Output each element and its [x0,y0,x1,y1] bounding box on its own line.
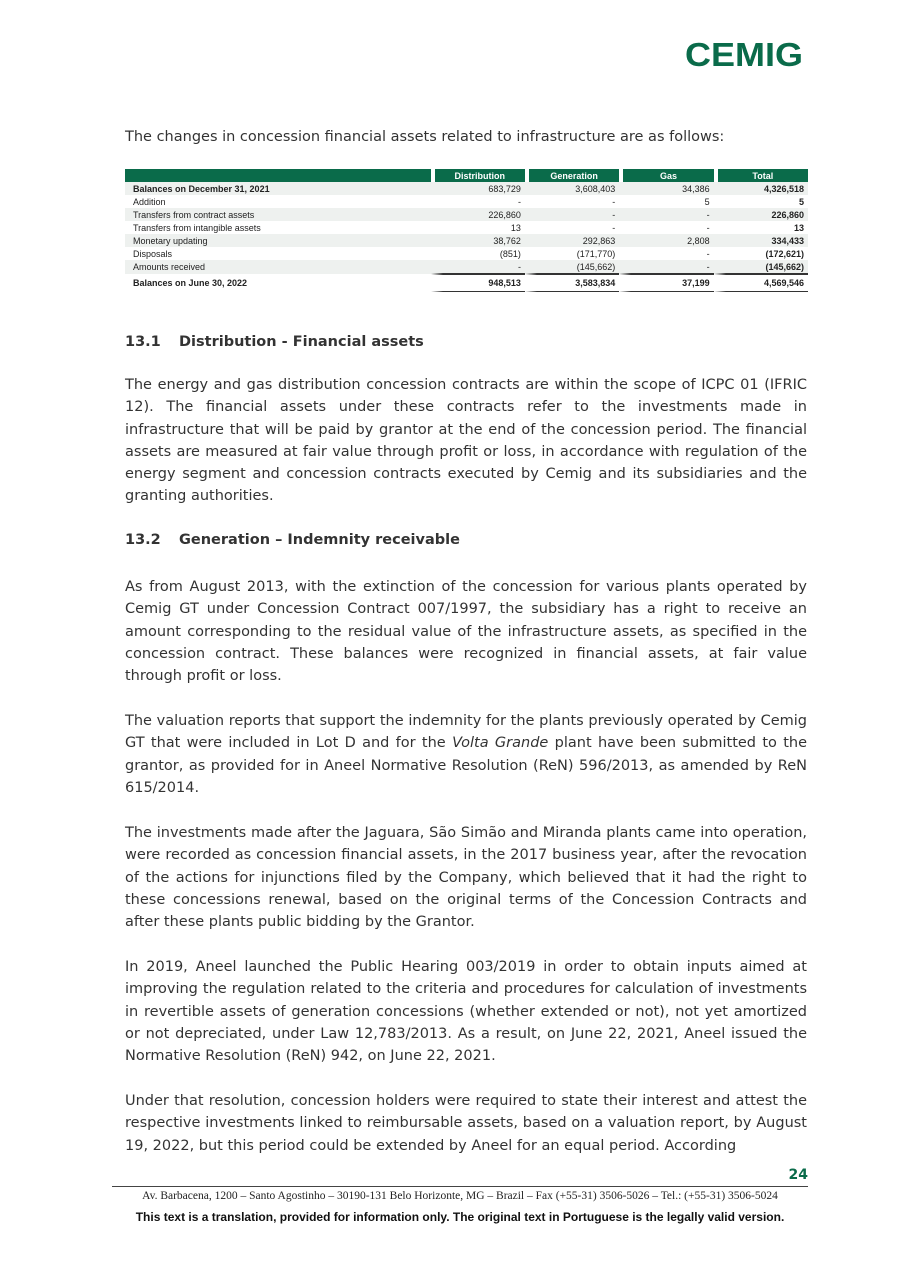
cell-generation: 292,863 [525,234,619,247]
column-header-label [125,169,431,182]
paragraph-investments: The investments made after the Jaguara, São Simão and Miranda plants came into operation, were recorded as concession financial assets, in the 2017 business year, after the revocation of the actions for injunctions filed by the Company, which believed that it had the right to these concessions renewal, based on the original terms of the Concession Contracts and after these plants public bidding by the Grantor. [125,825,807,931]
cell-total: 334,433 [714,234,808,247]
column-header-gas: Gas [619,169,713,182]
cell-total: 13 [793,222,804,233]
intro-text: The changes in concession financial assets related to infrastructure are as follows: [125,129,725,145]
cell-generation: - [612,222,616,233]
section-number: 13.2 [125,532,161,548]
footer-disclaimer: This text is a translation, provided for information only. The original text in Portuguese is the legally valid version. [135,1210,785,1224]
cell-gas: - [706,222,710,233]
row-label: Transfers from intangible assets [133,222,261,233]
text-run: The valuation reports that support the indemnity for the plants previously operated by Cemig GT that were included in Lot D and for the [125,713,807,752]
footer-address: Av. Barbacena, 1200 – Santo Agostinho – 30190-131 Belo Horizonte, MG – Brazil – Fax (+55-31) 3506-5026 – Tel.: (+55-31) 3506-5024 [142,1190,778,1202]
cell-distribution: 948,513 [431,274,525,292]
table-row [125,221,808,234]
plant-name-italic: Volta Grande [452,735,549,752]
cell-distribution: (851) [499,248,521,259]
cell-generation: (145,662) [525,260,619,274]
cell-total: 226,860 [714,208,808,221]
row-label: Balances on June 30, 2022 [133,278,248,288]
cell-generation: (171,770) [576,248,616,259]
row-label: Balances on December 31, 2021 [125,182,431,195]
cell-distribution: - [431,260,525,274]
cell-gas: - [706,248,710,259]
table-row [125,247,808,260]
section-number: 13.1 [125,334,161,350]
cell-total: 4,569,546 [714,274,808,292]
table-row [125,182,808,195]
cell-generation: 3,583,834 [525,274,619,292]
cell-distribution: 13 [510,222,521,233]
page-number: 24 [788,1167,808,1183]
table-row [125,234,808,247]
cell-total: 5 [798,196,804,207]
cell-gas: - [619,208,713,221]
cell-generation: 3,608,403 [525,182,619,195]
cell-distribution: 38,762 [431,234,525,247]
paragraph-indemnity: As from August 2013, with the extinction of the concession for various plants operated by Cemig GT under Concession Contract 007/1997, the subsidiary has a right to receive an amount corresponding to the residual value of the infrastructure assets, as specified in the concession contract. These balances were recognized in financial assets, at fair value through profit or loss. [125,579,807,685]
table-total-row [125,274,808,292]
cell-total: (145,662) [714,260,808,274]
cell-gas: 37,199 [619,274,713,292]
column-header-generation: Generation [525,169,619,182]
section-heading-13-2 [125,532,460,548]
column-header-distribution: Distribution [431,169,525,182]
financial-assets-table [125,169,808,292]
paragraph-distribution: The energy and gas distribution concession contracts are within the scope of ICPC 01 (IFRIC 12). The financial assets under these contracts refer to the investments made in infrastructure that will be paid by grantor at the end of the concession period. The financial assets are measured at fair value through profit or loss, in accordance with regulation of the energy segment and concession contracts executed by Cemig and its subsidiaries and the granting authorities. [125,377,807,505]
section-heading-13-1 [125,334,424,350]
logo-text: CEMIG [685,38,803,70]
cell-distribution: - [517,196,521,207]
cell-distribution: 683,729 [431,182,525,195]
cell-gas: - [619,260,713,274]
text-run: plant have been submitted to the grantor, as provided for in Aneel Normative Resolution (ReN) 596/2013, as amended by ReN 615/2014. [125,735,807,796]
cell-total: 4,326,518 [714,182,808,195]
row-label: Addition [133,196,166,207]
cell-gas: 2,808 [619,234,713,247]
footer-divider [112,1186,808,1187]
column-header-total: Total [714,169,808,182]
cell-generation: - [525,208,619,221]
paragraph-public-hearing: In 2019, Aneel launched the Public Hearing 003/2019 in order to obtain inputs aimed at improving the regulation related to the criteria and procedures for calculation of investments in revertible assets of generation concessions (whether extended or not), not yet amortized or not depreciated, under Law 12,783/2013. As a result, on June 22, 2021, Aneel issued the Normative Resolution (ReN) 942, on June 22, 2021. [125,959,807,1065]
table-row [125,208,808,221]
table-row [125,260,808,274]
row-label: Disposals [133,248,173,259]
row-label: Amounts received [125,260,431,274]
cell-generation: - [612,196,616,207]
cell-total: (172,621) [765,248,804,259]
paragraph-valuation-reports [125,710,807,799]
row-label: Monetary updating [125,234,431,247]
cell-distribution: 226,860 [431,208,525,221]
paragraph-resolution: Under that resolution, concession holders were required to state their interest and attest the respective investments linked to reimbursable assets, based on a valuation report, by August 19, 2022, but this period could be extended by Aneel for an equal period. According [125,1093,807,1154]
table-header-row [125,169,808,182]
section-title: Distribution - Financial assets [179,334,424,350]
cemig-logo [685,38,805,70]
section-title: Generation – Indemnity receivable [179,532,460,548]
cell-gas: 34,386 [619,182,713,195]
table-row [125,195,808,208]
cell-gas: 5 [704,196,710,207]
row-label: Transfers from contract assets [125,208,431,221]
